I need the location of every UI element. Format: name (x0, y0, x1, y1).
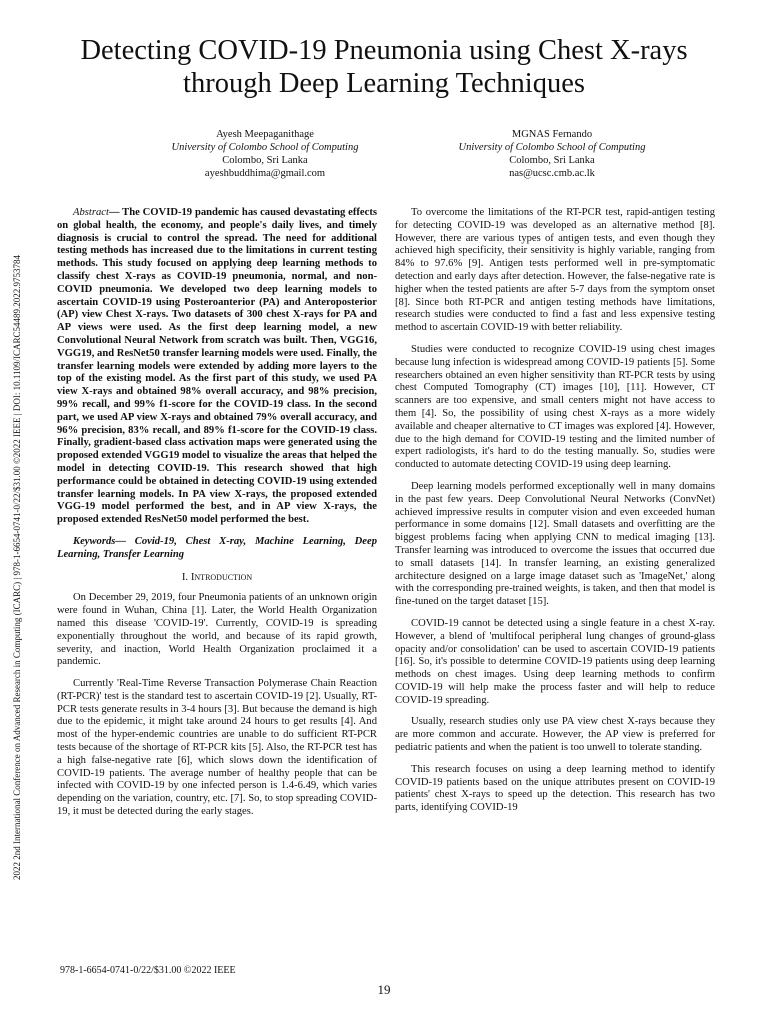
side-margin (12, 180, 32, 880)
author-block-2 (422, 128, 682, 180)
body-paragraph: Usually, research studies only use PA view chest X-rays because they are more common and accurate. However, the AP view is preferred for pediatric patients and when the patient is too unwell to tolerate standing. (395, 716, 715, 754)
left-column (57, 207, 377, 828)
abstract-text: — The COVID-19 pandemic has caused devastating effects on global health, the economy, and people's daily lives, and timely diagnosis is crucial to control the spread. The need for additional testing methods has increased due to the limitations in current testing methods. This study focused on applying deep learning methods to classify chest X-rays as COVID-19 pneumonia, normal, and non-COVID pneumonia. We developed two deep learning models to ascertain COVID-19 using Posteroanterior (PA) and Anteroposterior (AP) view Chest X-rays. Two datasets of 300 chest X-rays for PA and AP views were used. As the first deep learning model, a new Convolutional Neural Network from scratch was built. Then, VGG16, VGG19, and ResNet50 transfer learning models were used. Finally, the transfer learning models were extended by adding more layers to the top of the existing model. As the first part of this study, we used PA view X-rays and obtained 98% overall accuracy, and 98% precision, 99% recall, and 99% f1-score for the COVID-19 class. In the second part, we used AP view X-rays and obtained 79% overall accuracy, and 96% precision, 83% recall, and 89% f1-score for the COVID-19 class. Finally, gradient-based class activation maps were generated using the proposed extended VGG19 model to visualize the areas that helped the model in detecting COVID-19. This research showed that high performance could be obtained in detecting COVID-19 using extended transfer learning models. In PA view X-rays, the proposed extended VGG-19 model performed the best, and in AP view X-rays, the proposed extended ResNet50 model performed the best. (57, 207, 377, 526)
intro-paragraph: Currently 'Real-Time Reverse Transaction Polymerase Chain Reaction (RT-PCR)' test is the standard test to ascertain COVID-19 [2]. Usually, RT-PCR tests generate results in 3-4 hours [3]. But because the demand is high due to the epidemic, it might take around 24 hours to get results [4]. And most of the hyper-endemic countries are unable to do sufficient RT-PCR tests because of the shortage of RT-PCR kits [5]. Also, the RT-PCR test has a high false-negative rate [6], which slows down the identification of COVID-19 patients. The average number of healthy people that can be infected with COVID-19 by one infected person is 1.4-6.49, which varies depending on the variation, country, etc. [7]. So, to stop spreading COVID-19, it must be detected during the early stages. (57, 678, 377, 818)
paper-title: Detecting COVID-19 Pneumonia using Chest X-rays through Deep Learning Techniques (80, 35, 688, 99)
body-paragraph: This research focuses on using a deep learning method to identify COVID-19 patients based on the unique attributes present on COVID-19 patients' chest X-rays to speed up the detection. This research has two parts, identifying COVID-19 (395, 763, 715, 814)
side-citation: 2022 2nd International Conference on Advanced Research in Computing (ICARC) | 978-1-6654-0741-0/22/$31.00 ©2022 IEEE | DOI: 10.1109/ICARC54489.2022.9753784 (12, 254, 22, 880)
author-email: nas@ucsc.cmb.ac.lk (509, 168, 595, 179)
body-paragraph: To overcome the limitations of the RT-PCR test, rapid-antigen testing for detecting COVID-19 was developed as an alternative method [8]. However, there are various types of antigen tests, and even though they achieved high specificity, their sensitivity is highly variable, ranging from 84% to 97.6% [9]. Antigen tests performed well in pre-symptomatic detection and early days after detection. However, the false-negative rate is higher when the tested patients are after 5-7 days from the symptom onset [8]. Since both RT-PCR and antigen testing methods have limitations, research studies were conducted to find a fast and less expensive testing method to ascertain COVID-19 with better reliability. (395, 207, 715, 334)
author-name: Ayesh Meepaganithage (216, 129, 314, 140)
author-block-1 (135, 128, 395, 180)
page-number: 19 (377, 982, 391, 997)
intro-paragraph: On December 29, 2019, four Pneumonia patients of an unknown origin were found in Wuhan, China [1]. Later, the World Health Organization named this disease 'COVID-19'. Currently, COVID-19 is spreading exponentially throughout the world, and because of its rapid growth, severity, and inaction, World Health Organization proclaimed it a pandemic. (57, 592, 377, 668)
author-location: Colombo, Sri Lanka (509, 155, 595, 166)
author-affiliation: University of Colombo School of Computing (171, 142, 359, 153)
abstract-label: Abstract (73, 207, 109, 218)
section-title: Introduction (190, 570, 253, 583)
body-paragraph: Deep learning models performed exceptionally well in many domains in the past few years. Deep Convolutional Neural Networks (ConvNet) achieved impressive results in computer vision and even exceeded human performance in some domains [12]. Small datasets and overfitting are the biggest problems facing when applying CNN to medical imaging [13]. Transfer learning was introduced to overcome the issues that occurred due to small datasets [14]. In transfer learning, an existing generalized architecture designed on a large image dataset such as 'ImageNet,' along with the corresponding pre-trained weights, is taken, and then that model is fine-tuned on the target dataset [15]. (395, 480, 715, 608)
right-column (395, 207, 715, 824)
body-paragraph: Studies were conducted to recognize COVID-19 using chest images because lung infection is widespread among COVID-19 patients [5]. Some researchers obtained an even higher sensitivity than RT-PCR tests by using chest Computed Tomography (CT) images [10], [11]. However, CT scanners are too expensive, and small centers might not have access to them [4]. So, the possibility of using chest X-rays as a more widely available and cheaper alternative to CT images was explored [4]. However, due to the high demand for COVID-19 testing and the limited number of expert radiologists, it's hard to do the testing manually. So, studies were conducted to automate detecting COVID-19 using deep learning. (395, 343, 715, 471)
copyright-footer: 978-1-6654-0741-0/22/$31.00 ©2022 IEEE (60, 965, 236, 976)
abstract (57, 207, 377, 527)
section-number: I. (181, 570, 191, 583)
author-location: Colombo, Sri Lanka (222, 155, 308, 166)
section-heading (57, 571, 377, 584)
author-email: ayeshbuddhima@gmail.com (204, 168, 326, 179)
author-name: MGNAS Fernando (511, 129, 593, 140)
body-paragraph: COVID-19 cannot be detected using a single feature in a chest X-ray. However, a blend of 'multifocal peripheral lung changes of ground-glass opacity and/or consolidation' can be used to ascertain COVID-19 patients [16]. So, it's possible to determine COVID-19 patients using deep learning methods on chest images. Using deep learning methods to confirm COVID-19 will help make the process faster and will help to reduce COVID-19 spreading. (395, 617, 715, 706)
keywords: Keywords— Covid-19, Chest X-ray, Machine Learning, Deep Learning, Transfer Learning (57, 535, 377, 560)
author-affiliation: University of Colombo School of Computing (458, 142, 646, 153)
